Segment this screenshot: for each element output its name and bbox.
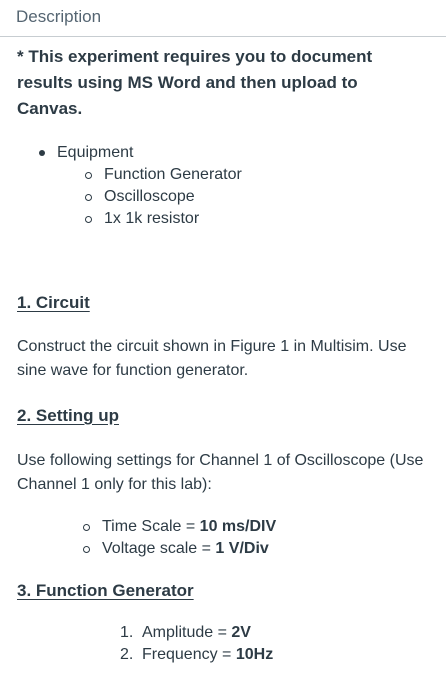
setting-value: 10 ms/DIV bbox=[199, 518, 277, 535]
circle-bullet-icon bbox=[83, 524, 90, 531]
section1-heading: 1. Circuit bbox=[17, 293, 90, 312]
item-number: 2. bbox=[120, 646, 134, 663]
item-number: 1. bbox=[120, 624, 134, 641]
list-item bbox=[85, 186, 419, 208]
list-item bbox=[39, 142, 419, 164]
list-item bbox=[85, 164, 419, 186]
equipment-item: Function Generator bbox=[104, 166, 242, 183]
equipment-item: Oscilloscope bbox=[104, 188, 195, 205]
equipment-label: Equipment bbox=[57, 144, 134, 161]
section2-text: Use following settings for Channel 1 of Oscilloscope (Use Channel 1 only for this lab): bbox=[17, 452, 424, 493]
circle-bullet-icon bbox=[85, 194, 92, 201]
equipment-list bbox=[39, 142, 419, 230]
bullet-icon bbox=[39, 150, 45, 156]
page-title: Description bbox=[16, 7, 102, 26]
description-body bbox=[17, 44, 427, 663]
setting-value: 1 V/Div bbox=[215, 540, 269, 557]
circle-bullet-icon bbox=[85, 216, 92, 223]
list-item bbox=[120, 622, 273, 644]
list-item bbox=[83, 516, 276, 538]
item-value: 2V bbox=[231, 624, 251, 641]
oscilloscope-settings-list bbox=[83, 516, 276, 560]
function-generator-list bbox=[120, 622, 273, 666]
item-label: Frequency = bbox=[142, 646, 232, 663]
section2-heading: 2. Setting up bbox=[17, 406, 119, 425]
section3-heading: 3. Function Generator bbox=[17, 581, 194, 600]
list-item bbox=[83, 538, 276, 560]
description-header bbox=[0, 0, 446, 37]
item-label: Amplitude = bbox=[142, 624, 227, 641]
list-item bbox=[85, 208, 419, 230]
notice-text: * This experiment requires you to document results using MS Word and then upload to Canvas. bbox=[17, 47, 373, 118]
circle-bullet-icon bbox=[83, 546, 90, 553]
circle-bullet-icon bbox=[85, 172, 92, 179]
equipment-item: 1x 1k resistor bbox=[104, 210, 200, 227]
item-value: 10Hz bbox=[235, 646, 274, 663]
setting-label: Time Scale = bbox=[102, 518, 196, 535]
section1-text: Construct the circuit shown in Figure 1 in Multisim. Use sine wave for function generator. bbox=[17, 338, 407, 379]
setting-label: Voltage scale = bbox=[102, 540, 211, 557]
list-item bbox=[120, 644, 273, 666]
